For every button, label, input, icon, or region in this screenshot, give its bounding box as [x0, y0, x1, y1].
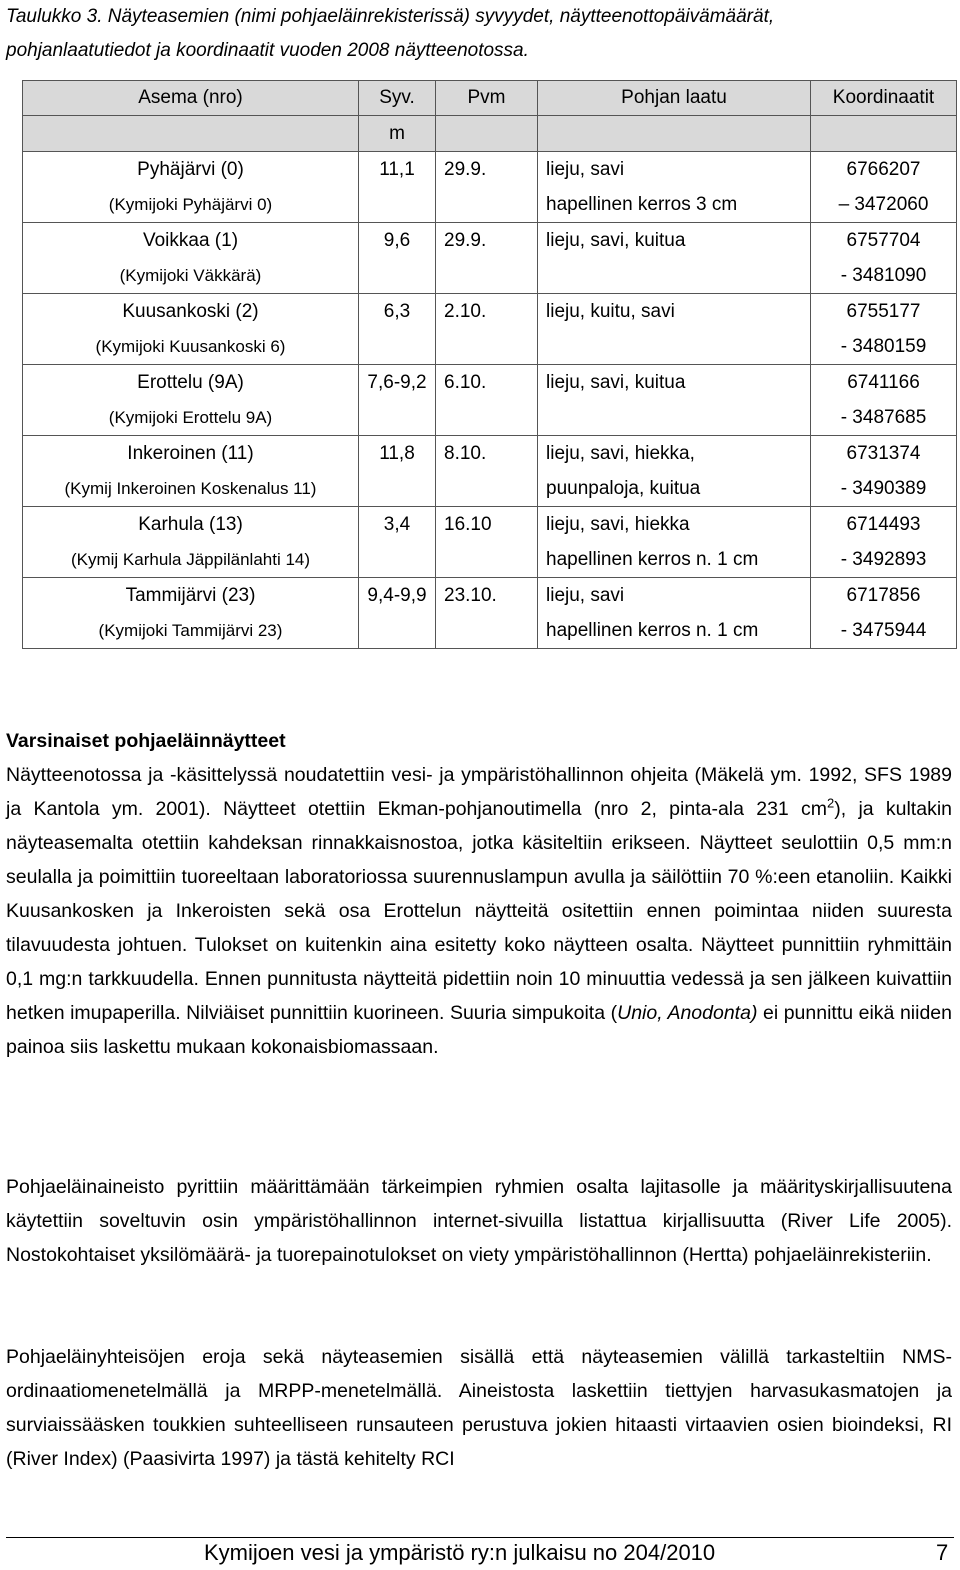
caption-line-2: pohjanlaatutiedot ja koordinaatit vuoden 2008 näytteenotossa. — [6, 40, 529, 61]
bottom-quality-extra: puunpaloja, kuitua — [538, 471, 811, 507]
sampling-date: 16.10 — [436, 507, 538, 543]
station-depth: 11,1 — [359, 152, 436, 188]
table-row — [23, 578, 957, 614]
coordinate-north: 6731374 — [811, 436, 957, 472]
station-name: Tammijärvi (23) — [23, 578, 359, 614]
station-name: Voikkaa (1) — [23, 223, 359, 259]
bottom-quality-extra: hapellinen kerros n. 1 cm — [538, 613, 811, 649]
coordinate-east: – 3472060 — [811, 187, 957, 223]
registry-name: (Kymijoki Väkkärä) — [23, 258, 359, 294]
table-row-continued — [23, 187, 957, 223]
station-name: Erottelu (9A) — [23, 365, 359, 401]
table-header-row — [23, 81, 957, 116]
coordinate-north: 6766207 — [811, 152, 957, 188]
coordinate-north: 6714493 — [811, 507, 957, 543]
station-depth: 7,6-9,2 — [359, 365, 436, 401]
station-name: Pyhäjärvi (0) — [23, 152, 359, 188]
table-row-continued — [23, 542, 957, 578]
station-depth: 3,4 — [359, 507, 436, 543]
header-coordinates: Koordinaatit — [811, 81, 957, 116]
coordinate-east: - 3481090 — [811, 258, 957, 294]
table-row — [23, 294, 957, 330]
header-station: Asema (nro) — [23, 81, 359, 116]
paragraph-text: ei punnittu eikä niiden painoa siis laskettu mukaan kokonaisbiomassaan. — [6, 1002, 952, 1058]
coordinate-north: 6717856 — [811, 578, 957, 614]
table-row-continued — [23, 471, 957, 507]
coordinate-east: - 3492893 — [811, 542, 957, 578]
station-depth: 6,3 — [359, 294, 436, 330]
header-depth: Syv. — [359, 81, 436, 116]
table-row-continued — [23, 258, 957, 294]
bottom-quality: lieju, savi — [538, 578, 811, 614]
station-name: Inkeroinen (11) — [23, 436, 359, 472]
bottom-quality-extra — [538, 329, 811, 365]
table-row-continued — [23, 400, 957, 436]
page-number: 7 — [936, 1540, 949, 1565]
footer-publication: Kymijoen vesi ja ympäristö ry:n julkaisu no 204/2010 — [204, 1540, 716, 1565]
sampling-date: 6.10. — [436, 365, 538, 401]
sampling-date: 8.10. — [436, 436, 538, 472]
bottom-quality: lieju, savi, kuitua — [538, 365, 811, 401]
bottom-quality: lieju, savi — [538, 152, 811, 188]
sampling-date: 23.10. — [436, 578, 538, 614]
section-heading: Varsinaiset pohjaeläinnäytteet — [6, 730, 286, 752]
header-date: Pvm — [436, 81, 538, 116]
table-header-subrow — [23, 116, 957, 152]
superscript: 2 — [827, 795, 835, 811]
coordinate-east: - 3475944 — [811, 613, 957, 649]
table-row — [23, 365, 957, 401]
sampling-date: 2.10. — [436, 294, 538, 330]
species-names: Unio, Anodonta) — [617, 1002, 758, 1024]
bottom-quality: lieju, kuitu, savi — [538, 294, 811, 330]
bottom-quality: lieju, savi, kuitua — [538, 223, 811, 259]
table-row — [23, 436, 957, 472]
table-row-continued — [23, 613, 957, 649]
registry-name: (Kymij Karhula Jäppilänlahti 14) — [23, 542, 359, 578]
registry-name: (Kymijoki Tammijärvi 23) — [23, 613, 359, 649]
coordinate-north: 6755177 — [811, 294, 957, 330]
caption-line-1: Taulukko 3. Näyteasemien (nimi pohjaeläinrekisterissä) syvyydet, näytteenottopäivämäärät, — [6, 6, 775, 27]
station-name: Karhula (13) — [23, 507, 359, 543]
coordinate-east: - 3490389 — [811, 471, 957, 507]
stations-table — [22, 80, 957, 649]
coordinate-north: 6741166 — [811, 365, 957, 401]
paragraph-ordination: Pohjaeläinyhteisöjen eroja sekä näyteasemien sisällä että näyteasemien välillä tarkasteltiin NMS-ordinaatiomenetelmällä ja MRPP-menetelmällä. Aineistosta laskettiin tiettyjen harvasukasmatojen ja surviaissääsken toukkien suhteelliseen runsauteen perustuva jokien hitaasti virtaavien osien bioindeksi, RI (River Index) (Paasivirta 1997) ja tästä kehitelty RCI — [6, 1346, 952, 1470]
header-bottom: Pohjan laatu — [538, 81, 811, 116]
registry-name: (Kymijoki Kuusankoski 6) — [23, 329, 359, 365]
footer-divider — [6, 1537, 954, 1538]
registry-name: (Kymijoki Erottelu 9A) — [23, 400, 359, 436]
bottom-quality: lieju, savi, hiekka — [538, 507, 811, 543]
paragraph-text: Näytteenotossa ja -käsittelyssä noudatettiin vesi- ja ympäristöhallinnon ohjeita (Mäkelä ym. 1992, SFS 1989 ja Kantola ym. 2001). Näytteet otettiin Ekman-pohjanoutimella (nro 2, pinta-ala 231 cm — [6, 764, 952, 820]
table-row — [23, 152, 957, 188]
station-depth: 9,6 — [359, 223, 436, 259]
table-row-continued — [23, 329, 957, 365]
bottom-quality-extra: hapellinen kerros n. 1 cm — [538, 542, 811, 578]
table-row — [23, 507, 957, 543]
coordinate-east: - 3487685 — [811, 400, 957, 436]
station-name: Kuusankoski (2) — [23, 294, 359, 330]
bottom-quality-extra — [538, 258, 811, 294]
coordinate-north: 6757704 — [811, 223, 957, 259]
coordinate-east: - 3480159 — [811, 329, 957, 365]
header-depth-unit: m — [359, 116, 436, 152]
sampling-date: 29.9. — [436, 223, 538, 259]
paragraph-identification: Pohjaeläinaineisto pyrittiin määrittämään tärkeimpien ryhmien osalta lajitasolle ja määrityskirjallisuutena käytettiin soveltuvin osin ympäristöhallinnon internet-sivuilla listattua kirjallisuutta (River Life 2005). Nostokohtaiset yksilömäärä- ja tuorepainotulokset on viety ympäristöhallinnon (Hertta) pohjaeläinrekisteriin. — [6, 1176, 952, 1266]
table-body — [23, 152, 957, 649]
table-caption — [6, 0, 954, 68]
table-row — [23, 223, 957, 259]
sampling-date: 29.9. — [436, 152, 538, 188]
station-depth: 11,8 — [359, 436, 436, 472]
station-depth: 9,4-9,9 — [359, 578, 436, 614]
paragraph-text: ), ja kultakin näyteasemalta otettiin kahdeksan rinnakkaisnostoa, jotka käsiteltiin erikseen. Näytteet seulottiin 0,5 mm:n seulalla ja poimittiin tuoreeltaan laboratoriossa suurennuslampun avulla ja säilöttiin 70 %:een etanoliin. Kaikki Kuusankosken ja Inkeroisten sekä osa Erottelun näytteitä ositettiin ennen poimintaa niiden suuresta tilavuudesta johtuen. Tulokset on kuitenkin aina esitetty koko näytteen osalta. Näytteet punnittiin ryhmittäin 0,1 mg:n tarkkuudella. Ennen punnitusta näytteitä pidettiin noin 10 minuuttia vedessä ja sen jälkeen kuivattiin hetken imupaperilla. Nilviäiset punnittiin kuorineen. Suuria simpukoita ( — [6, 798, 952, 1024]
bottom-quality: lieju, savi, hiekka, — [538, 436, 811, 472]
bottom-quality-extra: hapellinen kerros 3 cm — [538, 187, 811, 223]
section-benthic-samples — [6, 724, 952, 1064]
registry-name: (Kymijoki Pyhäjärvi 0) — [23, 187, 359, 223]
bottom-quality-extra — [538, 400, 811, 436]
registry-name: (Kymij Inkeroinen Koskenalus 11) — [23, 471, 359, 507]
